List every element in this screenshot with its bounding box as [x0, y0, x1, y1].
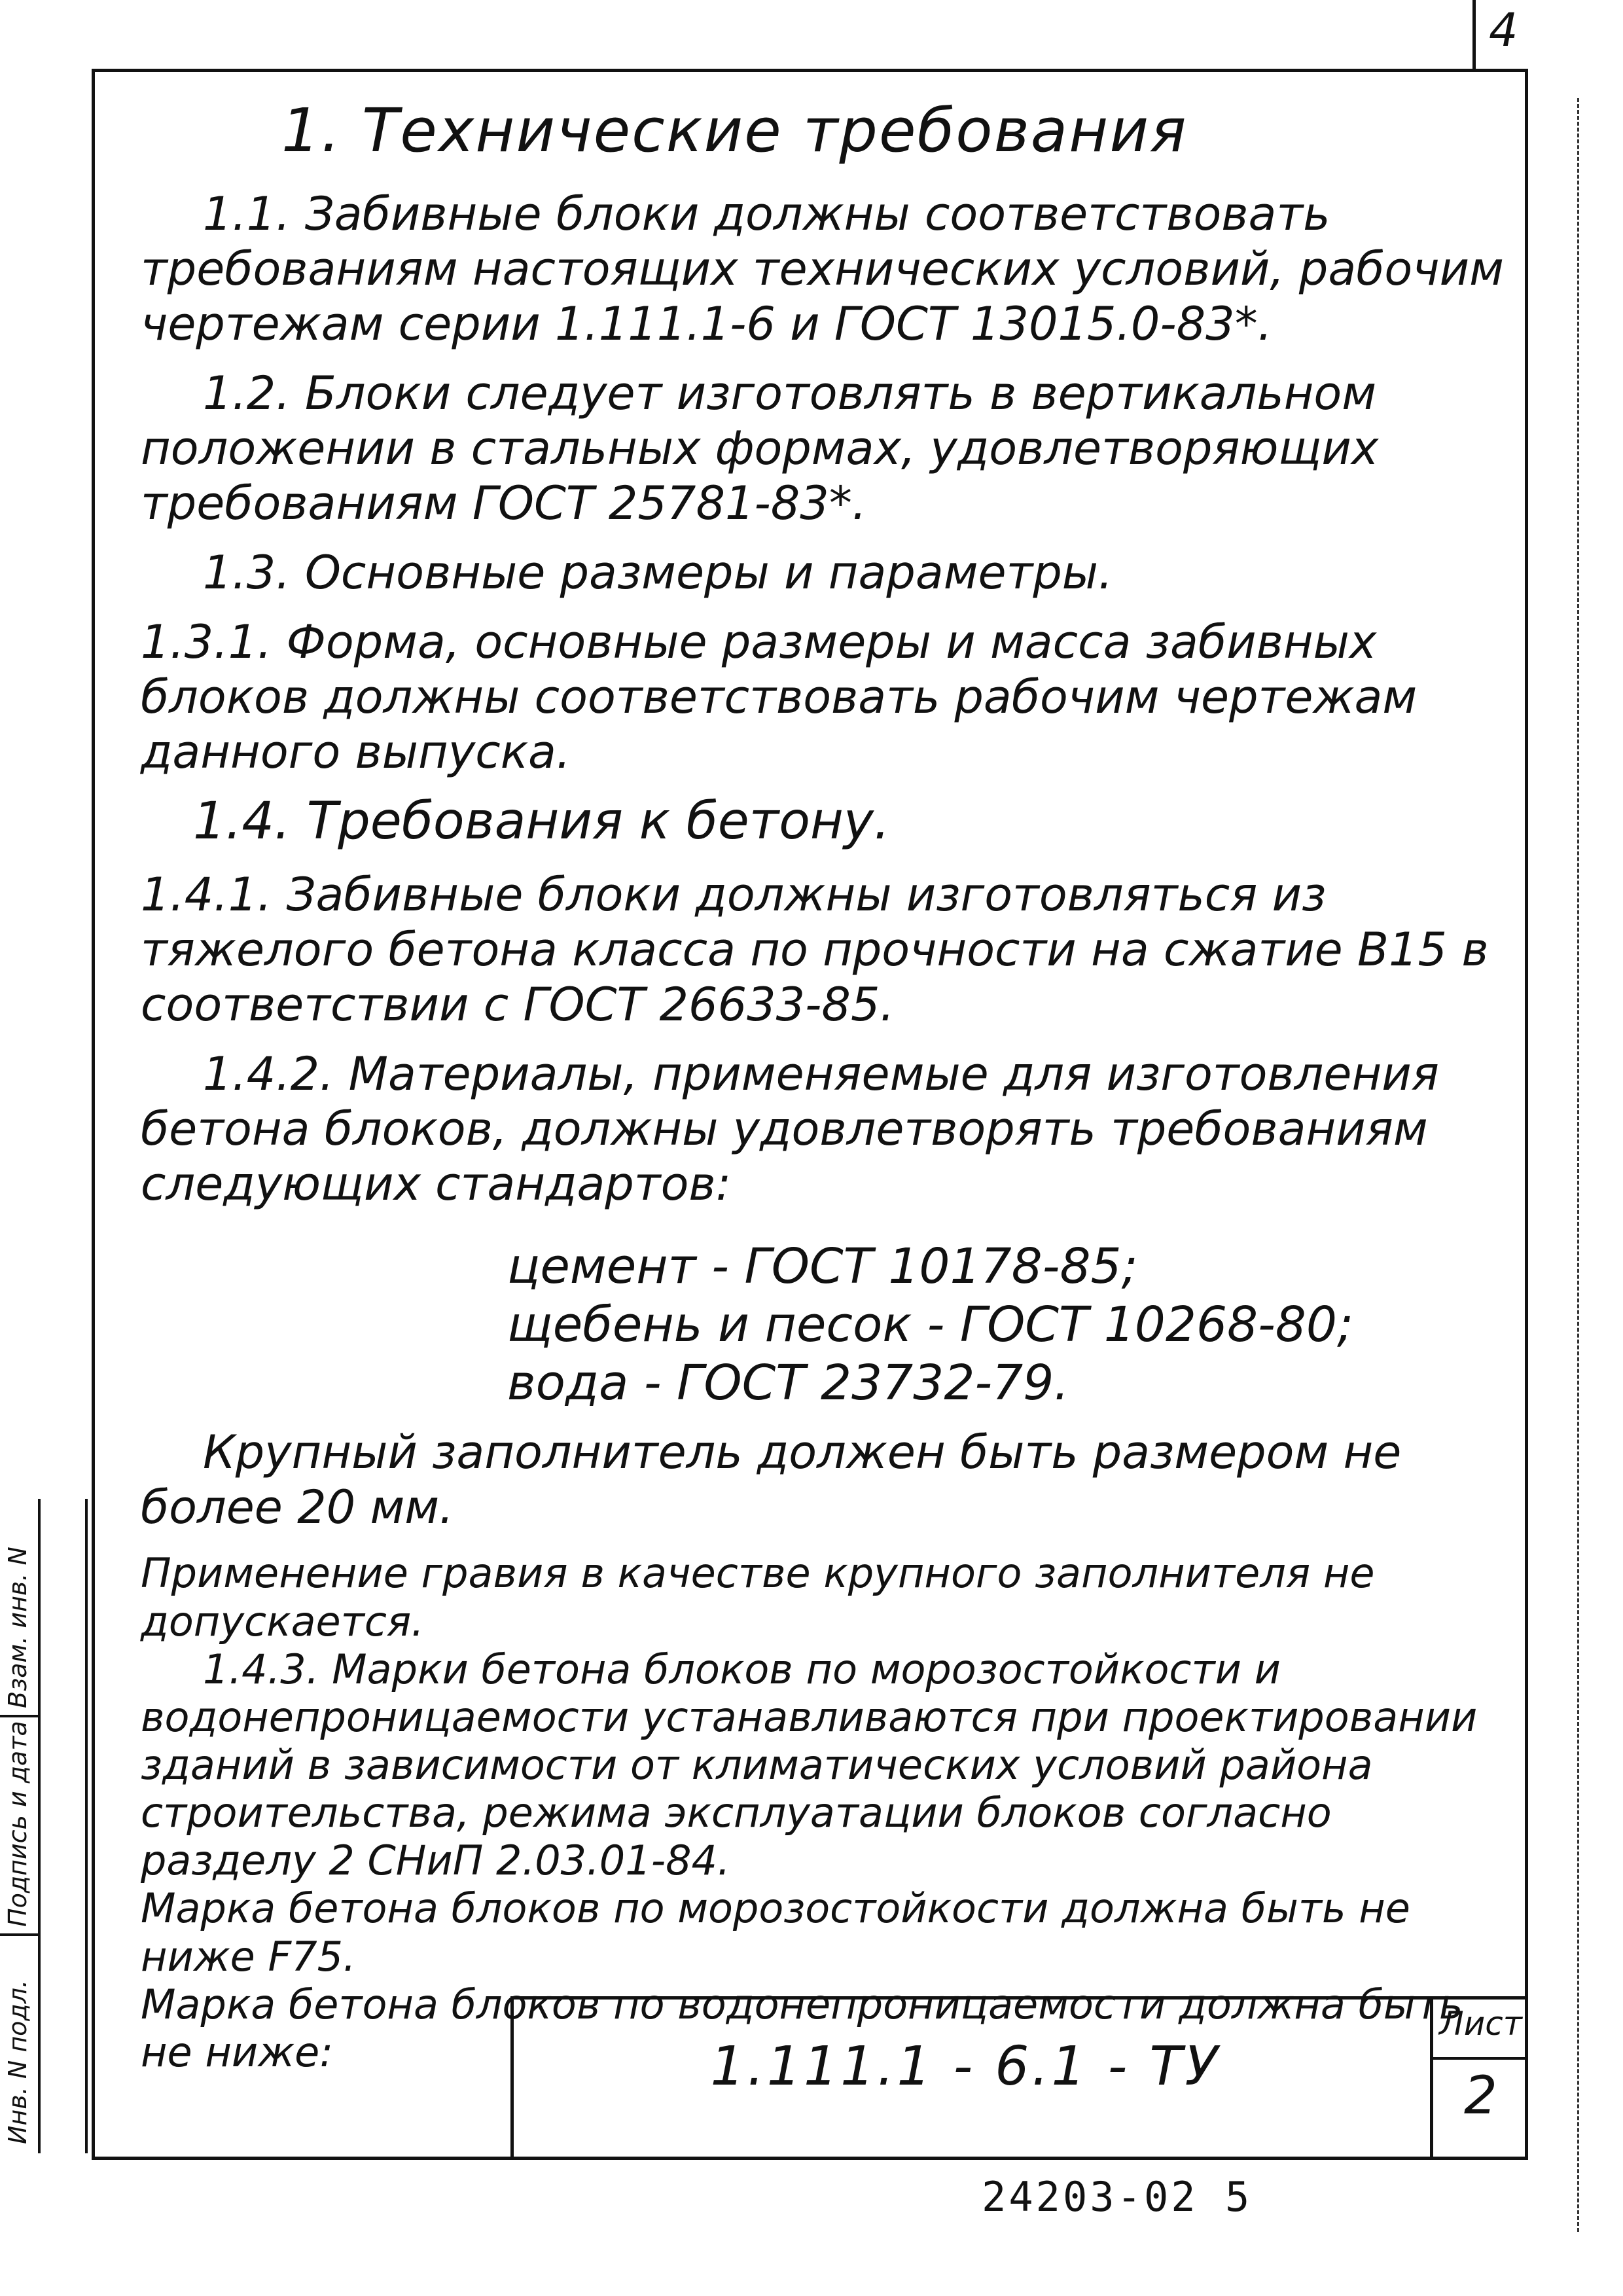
standard-item: вода - ГОСТ 23732-79.	[507, 1354, 1069, 1411]
gravel-note: Применение гравия в качестве крупного заполнителя не допускается.	[141, 1549, 1375, 1645]
replace-inv-cell	[0, 1499, 41, 1717]
clause-1-4-2: 1.4.2. Материалы, применяемые для изготовления бетона блоков, должны удовлетворять требованиям следующих стандартов:	[141, 1047, 1439, 1211]
frost-resistance-note: Марка бетона блоков по морозостойкости должна быть не ниже F75.	[141, 1884, 1410, 1981]
replace-inv-label: Взам. инв. N	[3, 1547, 32, 1708]
clause-1-1: 1.1. Забивные блоки должны соответствовать требованиям настоящих технических условий, рабочим чертежам серии 1.111.1-6 и ГОСТ 13015.0-83*.	[141, 187, 1504, 351]
clause-1-3: 1.3. Основные размеры и параметры.	[203, 546, 1113, 600]
sheet-cell	[1430, 2000, 1528, 2160]
corner-page-number: 4	[1489, 3, 1518, 57]
inv-orig-label: Инв. N подл.	[3, 1979, 32, 2144]
binding-strip	[0, 1499, 88, 2153]
sign-date-cell	[0, 1717, 41, 1936]
scan-edge-line	[1577, 98, 1581, 2232]
water-resistance-note: Марка бетона блоков по водонепроницаемости должна быть не ниже:	[141, 1980, 1463, 2076]
top-frame-tick	[1472, 0, 1476, 71]
sheet-number: 2	[1464, 2065, 1497, 2126]
clause-1-2: 1.2. Блоки следует изготовлять в вертикальном положении в стальных формах, удовлетворяющих требованиям ГОСТ 25781-83*.	[141, 367, 1379, 531]
sign-date-label: Подпись и дата	[3, 1721, 32, 1927]
archive-number: 24203-02 5	[982, 2173, 1253, 2221]
standard-item: щебень и песок - ГОСТ 10268-80;	[507, 1296, 1353, 1353]
section-title: 1. Технические требования	[281, 96, 1188, 166]
binding-strip-labels	[0, 1499, 41, 2153]
clause-1-3-1: 1.3.1. Форма, основные размеры и масса забивных блоков должны соответствовать рабочим чертежам данного выпуска.	[141, 615, 1418, 780]
document-code: 1.111.1 - 6.1 - ТУ	[710, 2036, 1221, 2098]
sheet-label: Лист	[1433, 2005, 1528, 2060]
title-block	[510, 1996, 1528, 2160]
standards-list	[507, 1238, 1508, 1412]
clause-1-4: 1.4. Требования к бетону.	[193, 792, 890, 852]
inv-orig-cell	[0, 1936, 41, 2151]
aggregate-size-note: Крупный заполнитель должен быть размером не более 20 мм.	[141, 1426, 1402, 1535]
binding-strip-values	[41, 1499, 88, 2153]
standard-item: цемент - ГОСТ 10178-85;	[507, 1238, 1138, 1295]
clause-1-4-3: 1.4.3. Марки бетона блоков по морозостойкости и водонепроницаемости устанавливаются при проектировании зданий в зависимости от климатических условий района строительства, режима эксплуатации блоков согласно разделу 2 СНиП 2.03.01-84.	[141, 1645, 1478, 1885]
clause-1-4-1: 1.4.1. Забивные блоки должны изготовляться из тяжелого бетона класса по прочности на сжатие В15 в соответствии с ГОСТ 26633-85.	[141, 867, 1489, 1031]
document-body	[141, 95, 1508, 2076]
